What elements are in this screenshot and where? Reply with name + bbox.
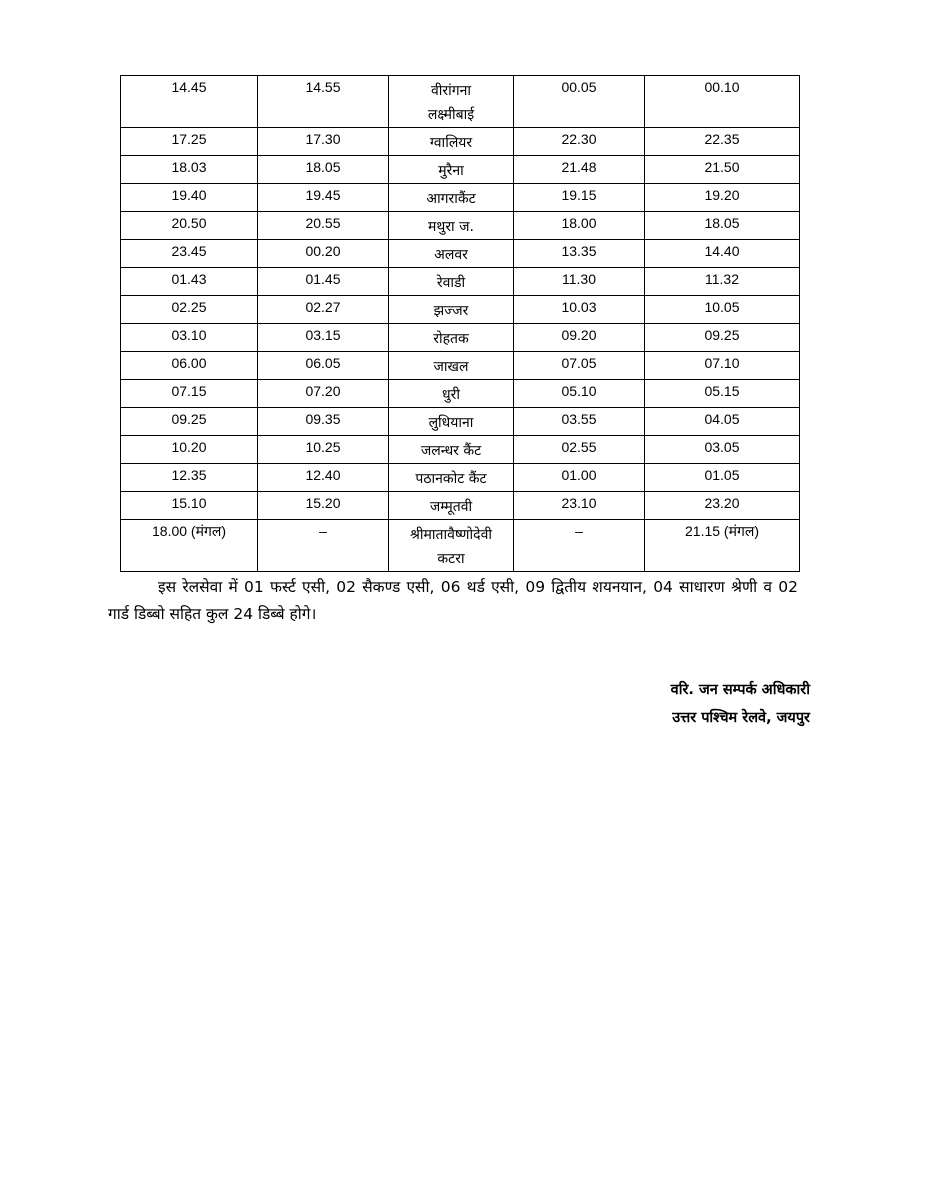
- station-cell: [389, 380, 514, 408]
- arrival-time-cell: 23.45: [121, 240, 258, 268]
- station-name: मुरैना: [438, 163, 464, 179]
- departure-time-cell: 19.45: [258, 184, 389, 212]
- departure-time-cell: 12.40: [258, 464, 389, 492]
- arrival-time-cell: 15.10: [121, 492, 258, 520]
- station-cell: [389, 352, 514, 380]
- return-arrival-time-cell: 13.35: [514, 240, 645, 268]
- departure-time-cell: 18.05: [258, 156, 389, 184]
- return-arrival-time-cell: 19.15: [514, 184, 645, 212]
- departure-time-cell: 03.15: [258, 324, 389, 352]
- station-name: वीरांगना: [430, 83, 472, 99]
- return-arrival-time-cell: 07.05: [514, 352, 645, 380]
- arrival-time-cell: 03.10: [121, 324, 258, 352]
- station-cell: [389, 128, 514, 156]
- return-arrival-time-cell: 03.55: [514, 408, 645, 436]
- station-name: झज्जर: [433, 303, 469, 319]
- return-arrival-time-cell: 01.00: [514, 464, 645, 492]
- arrival-time-cell: 07.15: [121, 380, 258, 408]
- table-row: [121, 212, 800, 240]
- return-departure-time-cell: 10.05: [645, 296, 800, 324]
- table-row: [121, 324, 800, 352]
- return-departure-time-cell: 09.25: [645, 324, 800, 352]
- station-name: धुरी: [442, 387, 460, 403]
- return-arrival-time-cell: 00.05: [514, 76, 645, 128]
- table-row: [121, 296, 800, 324]
- return-departure-time-cell: 23.20: [645, 492, 800, 520]
- station-cell: [389, 268, 514, 296]
- station-cell: [389, 296, 514, 324]
- station-name: जाखल: [433, 359, 469, 375]
- station-name: ग्वालियर: [429, 135, 473, 151]
- station-name: मथुरा ज.: [428, 219, 474, 235]
- station-name: लुधियाना: [428, 415, 474, 431]
- arrival-time-cell: 20.50: [121, 212, 258, 240]
- departure-time-cell: 10.25: [258, 436, 389, 464]
- return-arrival-time-cell: 02.55: [514, 436, 645, 464]
- arrival-time-cell: 18.03: [121, 156, 258, 184]
- return-arrival-time-cell: 21.48: [514, 156, 645, 184]
- station-name: जलन्धर कैंट: [420, 443, 482, 459]
- table-row: [121, 268, 800, 296]
- return-departure-time-cell: 21.50: [645, 156, 800, 184]
- table-row: [121, 352, 800, 380]
- return-arrival-time-cell: 05.10: [514, 380, 645, 408]
- station-cell: [389, 240, 514, 268]
- arrival-time-cell: 06.00: [121, 352, 258, 380]
- departure-time-cell: 06.05: [258, 352, 389, 380]
- return-departure-time-cell: 22.35: [645, 128, 800, 156]
- station-cell: [389, 464, 514, 492]
- return-departure-time-cell: 01.05: [645, 464, 800, 492]
- return-departure-time-cell: 07.10: [645, 352, 800, 380]
- station-name: रोहतक: [433, 331, 469, 347]
- station-cell: [389, 408, 514, 436]
- return-departure-time-cell: 11.32: [645, 268, 800, 296]
- table-row: [121, 436, 800, 464]
- departure-time-cell: 17.30: [258, 128, 389, 156]
- return-departure-time-cell: 19.20: [645, 184, 800, 212]
- station-name-line2: लक्ष्मीबाई: [427, 107, 475, 123]
- arrival-time-cell: 02.25: [121, 296, 258, 324]
- return-arrival-time-cell: 11.30: [514, 268, 645, 296]
- arrival-time-cell: 17.25: [121, 128, 258, 156]
- table-row: [121, 380, 800, 408]
- arrival-time-cell: 14.45: [121, 76, 258, 128]
- timetable: [120, 75, 800, 572]
- station-name: आगराकैंट: [426, 191, 476, 207]
- return-departure-time-cell: 05.15: [645, 380, 800, 408]
- departure-time-cell: 01.45: [258, 268, 389, 296]
- arrival-time-cell: 19.40: [121, 184, 258, 212]
- station-cell: [389, 184, 514, 212]
- return-departure-time-cell: 00.10: [645, 76, 800, 128]
- return-arrival-time-cell: 10.03: [514, 296, 645, 324]
- arrival-time-cell: 12.35: [121, 464, 258, 492]
- station-cell: [389, 436, 514, 464]
- departure-time-cell: 09.35: [258, 408, 389, 436]
- return-arrival-time-cell: 18.00: [514, 212, 645, 240]
- return-arrival-time-cell: –: [514, 520, 645, 572]
- station-cell: [389, 76, 514, 128]
- table-row: [121, 76, 800, 128]
- return-arrival-time-cell: 22.30: [514, 128, 645, 156]
- signatory-office: उत्तर पश्चिम रेलवे, जयपुर: [672, 710, 810, 726]
- station-cell: [389, 212, 514, 240]
- signature-block: [600, 676, 810, 732]
- departure-time-cell: –: [258, 520, 389, 572]
- table-row: [121, 240, 800, 268]
- return-departure-time-cell: 04.05: [645, 408, 800, 436]
- departure-time-cell: 15.20: [258, 492, 389, 520]
- departure-time-cell: 07.20: [258, 380, 389, 408]
- station-cell: [389, 492, 514, 520]
- return-departure-time-cell: 18.05: [645, 212, 800, 240]
- arrival-time-cell: 10.20: [121, 436, 258, 464]
- arrival-time-cell: 09.25: [121, 408, 258, 436]
- arrival-time-cell: 18.00 (मंगल): [121, 520, 258, 572]
- table-row: [121, 492, 800, 520]
- table-row: [121, 156, 800, 184]
- station-name: पठानकोट कैंट: [415, 471, 487, 487]
- coach-composition-note: इस रेलसेवा में 01 फर्स्ट एसी, 02 सैकण्ड एसी, 06 थर्ड एसी, 09 द्वितीय शयनयान, 04 साधारण श्रेणी व 02 गार्ड डिब्बो सहित कुल 24 डिब्बे होगे।: [108, 578, 798, 623]
- departure-time-cell: 20.55: [258, 212, 389, 240]
- table-row: [121, 464, 800, 492]
- departure-time-cell: 14.55: [258, 76, 389, 128]
- station-cell: [389, 324, 514, 352]
- station-name: अलवर: [434, 247, 468, 263]
- station-name: रेवाडी: [436, 275, 466, 291]
- arrival-time-cell: 01.43: [121, 268, 258, 296]
- station-name: श्रीमातावैष्णोदेवी: [409, 527, 493, 543]
- table-row: [121, 184, 800, 212]
- table-row: [121, 128, 800, 156]
- table-row: [121, 408, 800, 436]
- station-name: जम्मूतवी: [429, 499, 473, 515]
- station-cell: [389, 520, 514, 572]
- departure-time-cell: 02.27: [258, 296, 389, 324]
- departure-time-cell: 00.20: [258, 240, 389, 268]
- return-departure-time-cell: 14.40: [645, 240, 800, 268]
- signatory-designation: वरि. जन सम्पर्क अधिकारी: [670, 682, 810, 698]
- return-arrival-time-cell: 09.20: [514, 324, 645, 352]
- return-arrival-time-cell: 23.10: [514, 492, 645, 520]
- table-row: [121, 520, 800, 572]
- return-departure-time-cell: 21.15 (मंगल): [645, 520, 800, 572]
- return-departure-time-cell: 03.05: [645, 436, 800, 464]
- station-name-line2: कटरा: [437, 551, 465, 567]
- station-cell: [389, 156, 514, 184]
